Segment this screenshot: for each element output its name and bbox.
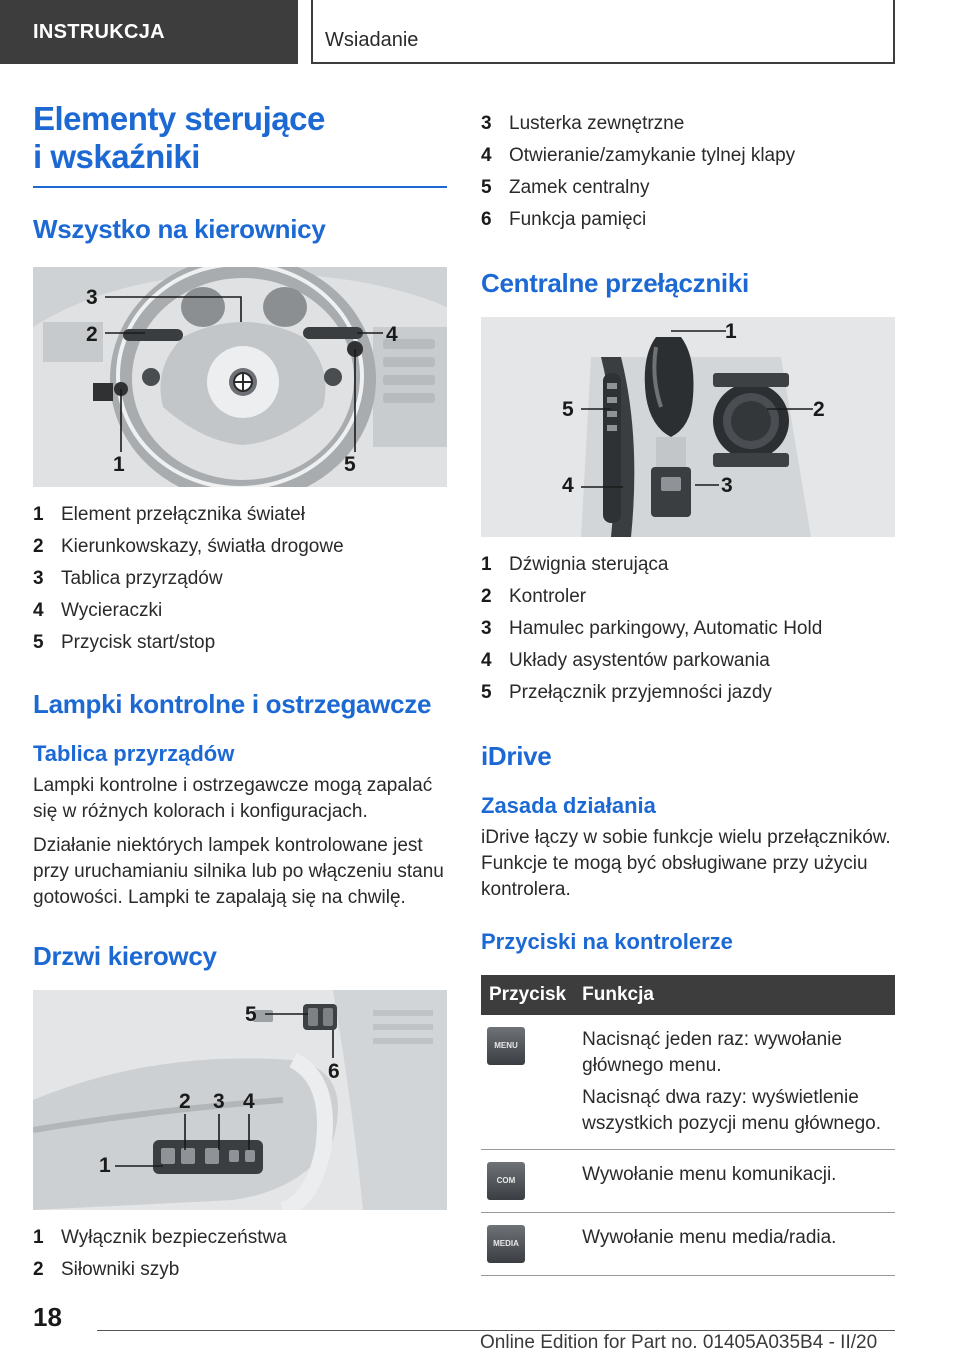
callout-3: 3 [213, 1090, 225, 1113]
center-console-figure [481, 317, 895, 537]
callout-4: 4 [562, 474, 574, 497]
list-item: 3 Hamulec parkingowy, Automatic Hold [481, 618, 823, 639]
center-console-legend [481, 549, 895, 709]
list-item: 4 Wycieraczki [33, 600, 163, 621]
callout-1: 1 [113, 453, 125, 476]
header-tab: INSTRUKCJA [0, 0, 298, 64]
controller-buttons-table [481, 975, 895, 1276]
table-row [481, 1015, 895, 1150]
table-cell-button [481, 1150, 574, 1213]
list-item: 6 Funkcja pamięci [481, 209, 647, 230]
callout-2: 2 [86, 323, 98, 346]
list-item: 2 Kierunkowskazy, światła drogowe [33, 536, 344, 557]
callout-3: 3 [86, 286, 98, 309]
heading-steering-wheel: Wszystko na kierownicy [33, 214, 326, 244]
heading-idrive: iDrive [481, 741, 552, 771]
title-rule [33, 186, 447, 188]
column-header-function: Funkcja [574, 975, 895, 1015]
menu-key-icon: MENU [487, 1027, 525, 1065]
driver-door-legend-continued [481, 108, 895, 236]
heading-driver-door: Drzwi kierowcy [33, 941, 217, 971]
callout-4: 4 [386, 323, 398, 346]
table-cell-function [574, 1150, 895, 1213]
media-key-icon: MEDIA [487, 1225, 525, 1263]
callout-5: 5 [562, 398, 574, 421]
list-item: 1 Dźwignia sterująca [481, 554, 669, 575]
list-item: 4 Układy asystentów parkowania [481, 650, 770, 671]
list-item: 2 Siłowniki szyb [33, 1259, 180, 1280]
list-item: 5 Przycisk start/stop [33, 632, 216, 653]
callout-1: 1 [99, 1154, 111, 1177]
steering-wheel-figure [33, 267, 447, 487]
callout-5: 5 [245, 1003, 257, 1026]
table-cell-function [574, 1213, 895, 1276]
list-item: 5 Przełącznik przyjemności jazdy [481, 682, 772, 703]
function-line: Wywołanie menu media/radia. [582, 1227, 837, 1248]
page-number: 18 [33, 1302, 62, 1332]
callout-3: 3 [721, 474, 733, 497]
callout-5: 5 [344, 453, 356, 476]
subheading-operating-principle: Zasada działania [481, 793, 656, 818]
left-column [33, 100, 447, 1286]
callout-1: 1 [725, 320, 737, 343]
callout-6: 6 [328, 1060, 340, 1083]
callout-2: 2 [813, 398, 825, 421]
center-console-illustration [481, 317, 895, 537]
paragraph-warning-1: Lampki kontrolne i ostrzegawcze mogą zapalać się w różnych kolorach i konfiguracjach. [33, 775, 433, 822]
list-item: 1 Wyłącznik bezpieczeństwa [33, 1227, 287, 1248]
list-item: 1 Element przełącznika świateł [33, 504, 305, 525]
function-line: Nacisnąć dwa razy: wyświetlenie wszystkich pozycji menu głównego. [582, 1087, 881, 1134]
page-title-line1: Elementy sterujące [33, 100, 325, 137]
table-cell-button [481, 1015, 574, 1150]
table-header-row [481, 975, 895, 1015]
table-row [481, 1150, 895, 1213]
callout-2: 2 [179, 1090, 191, 1113]
table-cell-function [574, 1015, 895, 1150]
paragraph-warning-2: Działanie niektórych lampek kontrolowane jest przy uruchamianiu silnika lub po włączeniu stanu gotowości. Lampki te zapalają się na chwilę. [33, 835, 444, 908]
footer-edition: Online Edition for Part no. 01405A035B4 - II/20 [480, 1332, 878, 1353]
heading-warning-lights: Lampki kontrolne i ostrzegawcze [33, 689, 432, 719]
driver-door-legend [33, 1222, 447, 1286]
list-item: 4 Otwieranie/zamykanie tylnej klapy [481, 145, 796, 166]
list-item: 3 Lusterka zewnętrzne [481, 113, 685, 134]
right-column [481, 108, 895, 1276]
subheading-controller-buttons: Przyciski na kontrolerze [481, 929, 733, 954]
heading-center-console: Centralne przełączniki [481, 268, 749, 298]
table-cell-button [481, 1213, 574, 1276]
column-header-button: Przycisk [481, 975, 574, 1015]
steering-legend [33, 499, 447, 659]
callout-4: 4 [243, 1090, 255, 1113]
paragraph-idrive: iDrive łączy w sobie funkcje wielu przełączników. Funkcje te mogą być obsługiwane przy użyciu kontrolera. [481, 827, 891, 900]
function-line: Wywołanie menu komunikacji. [582, 1164, 837, 1185]
list-item: 3 Tablica przyrządów [33, 568, 223, 589]
header-section-title: Wsiadanie [311, 0, 895, 64]
page-title [33, 100, 447, 176]
page-title-line2: i wskaźniki [33, 138, 200, 175]
com-key-icon: COM [487, 1162, 525, 1200]
driver-door-illustration [33, 990, 447, 1210]
footer-rule [97, 1330, 895, 1331]
subheading-instrument-cluster: Tablica przyrządów [33, 741, 235, 766]
function-line: Nacisnąć jeden raz: wywołanie głównego menu. [582, 1029, 842, 1076]
table-row [481, 1213, 895, 1276]
driver-door-figure [33, 990, 447, 1210]
list-item: 5 Zamek centralny [481, 177, 650, 198]
list-item: 2 Kontroler [481, 586, 587, 607]
